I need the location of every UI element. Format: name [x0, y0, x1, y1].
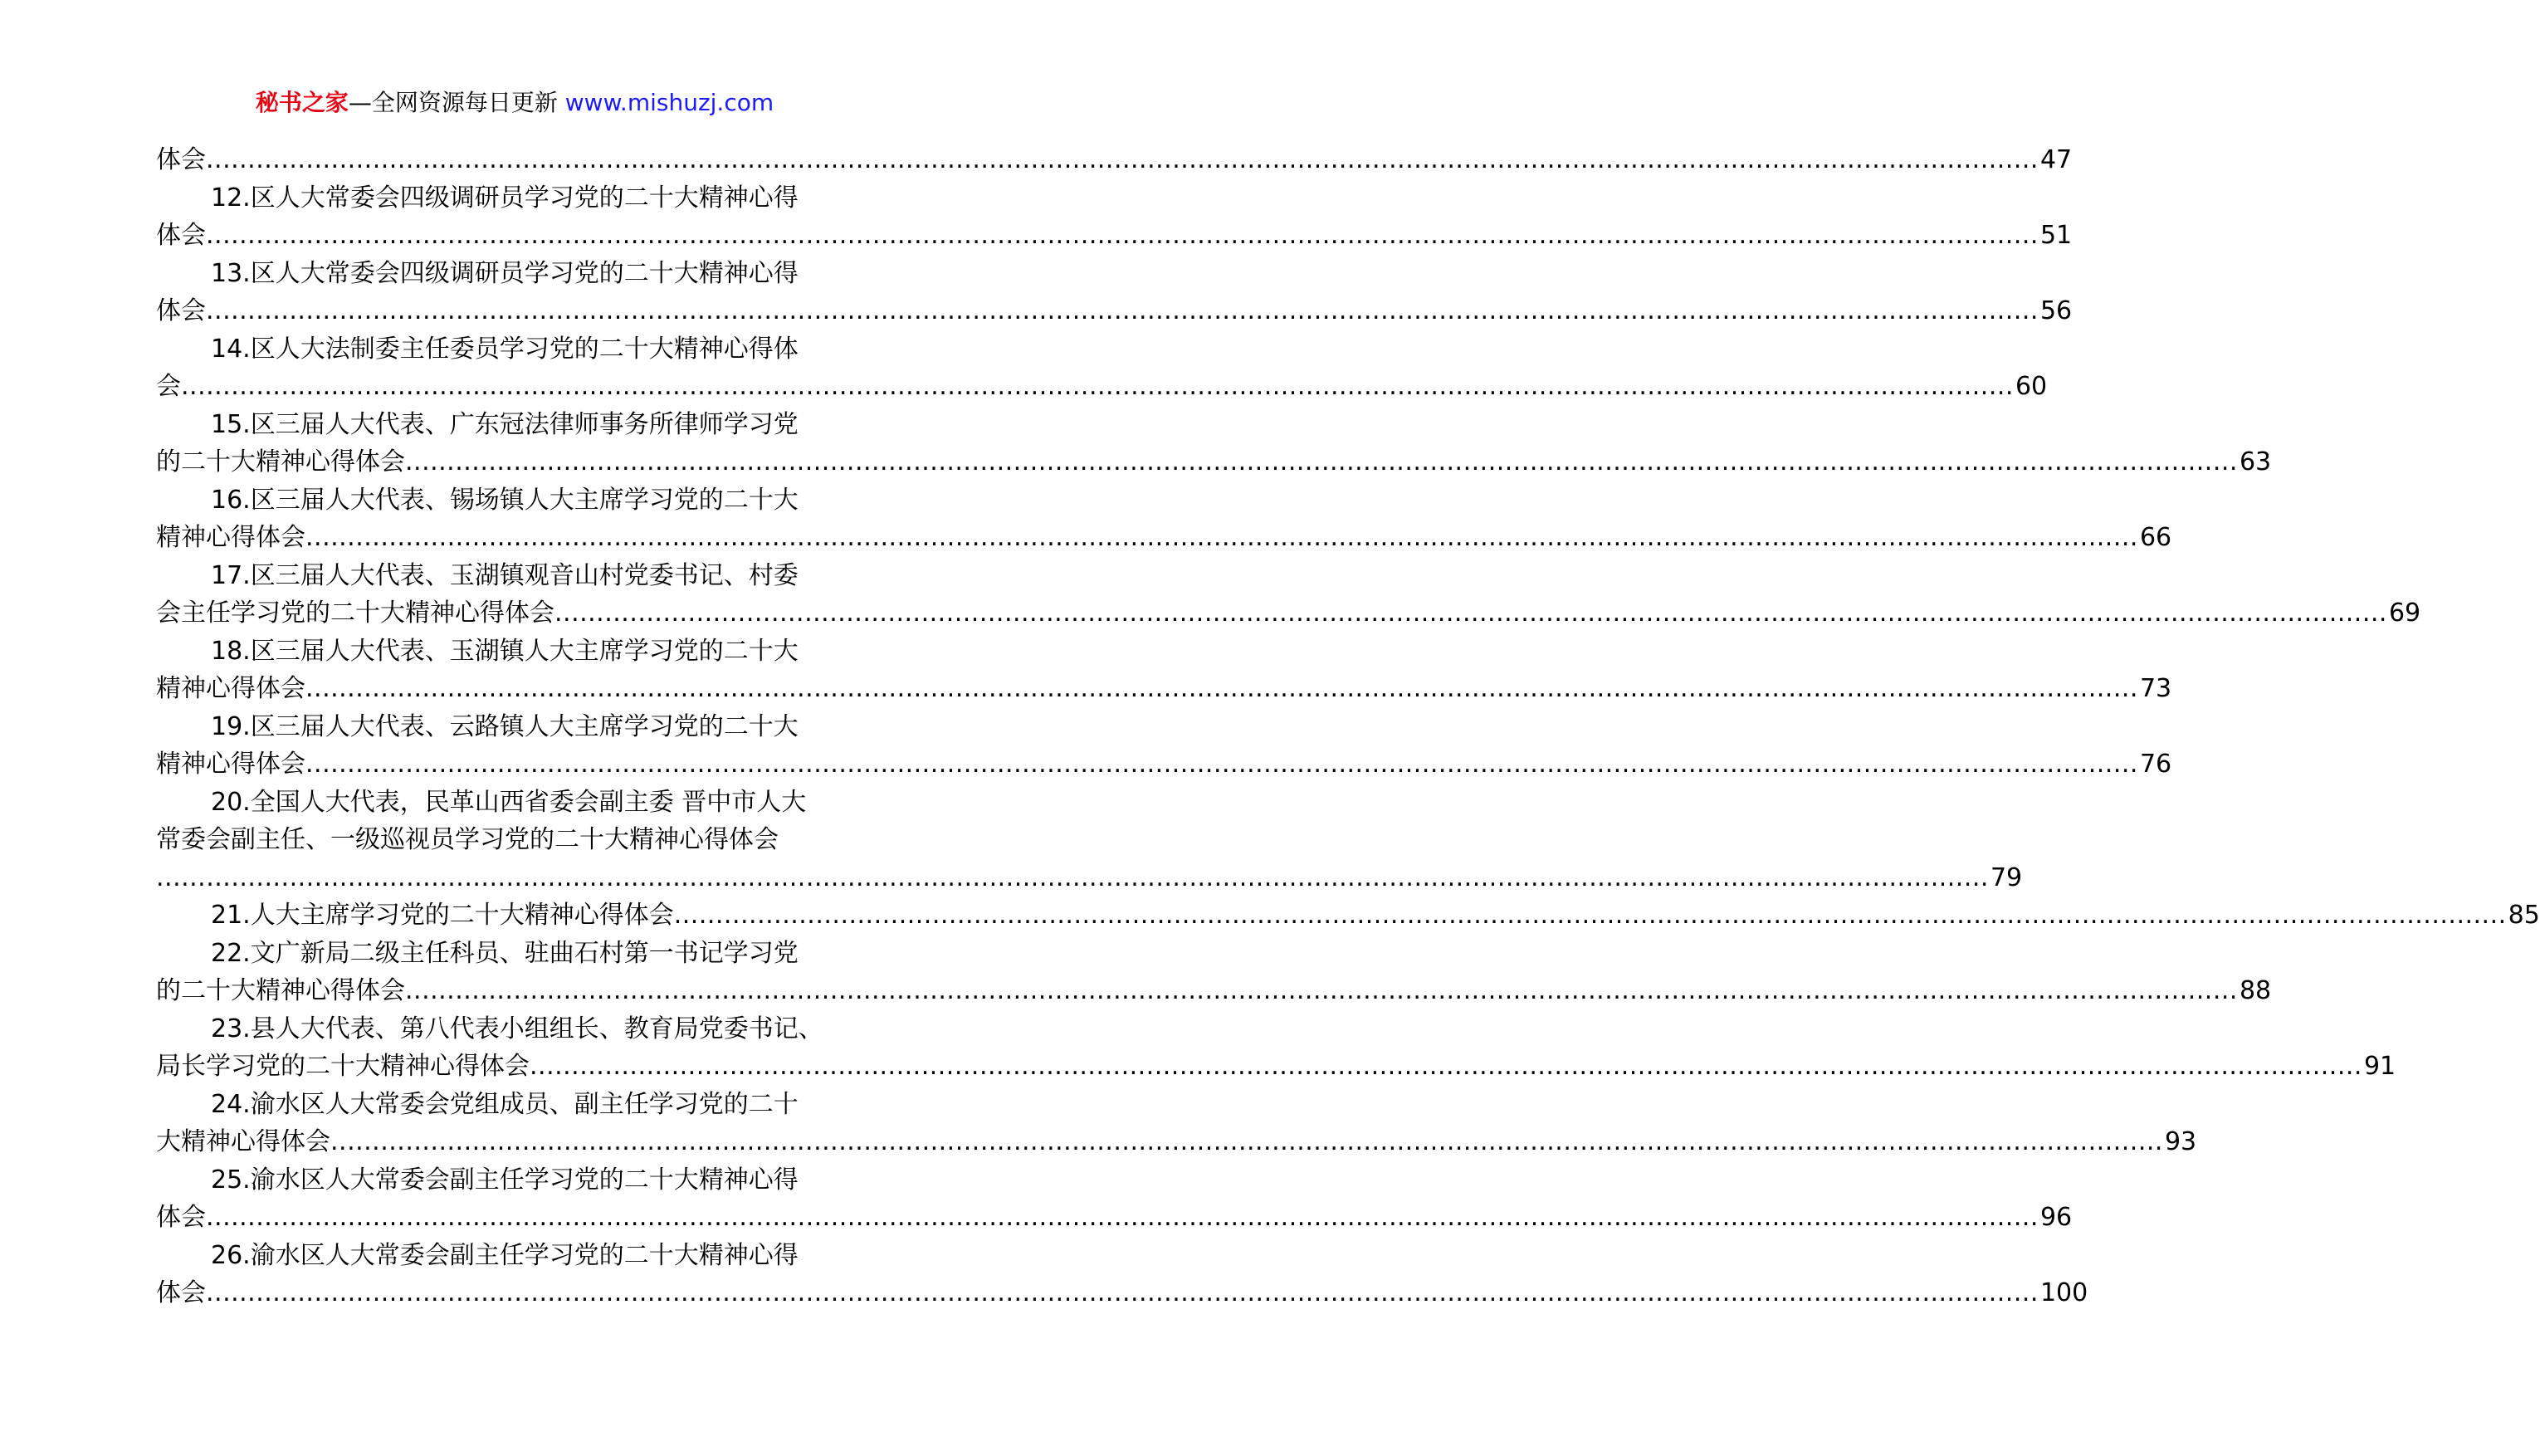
toc-entry-line[interactable] [156, 859, 2023, 897]
toc-entry-text: 26.渝水区人大常委会副主任学习党的二十大精神心得 [211, 1240, 799, 1270]
site-url-link[interactable]: www.mishuzj.com [564, 89, 774, 116]
toc-dot-leader: ............................................................................................................................................................................................................................ [305, 750, 2138, 779]
toc-entry-text: 21.人大主席学习党的二十大精神心得体会 [211, 901, 674, 930]
toc-dot-leader: ............................................................................................................................................................................................................................ [156, 862, 1989, 892]
toc-entry-line[interactable] [156, 935, 875, 973]
toc-dot-leader: ............................................................................................................................................................................................................................ [305, 523, 2138, 552]
toc-entry-text: 精神心得体会 [156, 750, 305, 779]
toc-entry-line[interactable] [156, 368, 2048, 406]
toc-page-number: 85 [2508, 901, 2540, 930]
toc-entry-text: 23.县人大代表、第八代表小组组长、教育局党委书记、 [211, 1014, 823, 1043]
toc-dot-leader: ............................................................................................................................................................................................................................ [405, 447, 2238, 476]
toc-entry-text: 20.全国人大代表，民革山西省委会副主委 晋中市人大 [211, 787, 807, 817]
toc-dot-leader: ............................................................................................................................................................................................................................ [206, 221, 2039, 250]
toc-entry-text: 精神心得体会 [156, 523, 305, 552]
toc-entry-text: 精神心得体会 [156, 674, 305, 703]
toc-entry-line[interactable] [156, 557, 875, 595]
toc-entry-line[interactable] [156, 821, 875, 859]
toc-page-number: 73 [2139, 674, 2172, 703]
toc-entry-text: 会 [156, 372, 181, 401]
toc-page-number: 56 [2039, 296, 2073, 325]
toc-entry-line[interactable] [156, 670, 2172, 708]
toc-dot-leader: ............................................................................................................................................................................................................................ [206, 296, 2039, 325]
toc-entry-line[interactable] [156, 217, 2073, 255]
toc-entry-line[interactable] [156, 1274, 2088, 1312]
toc-entry-line[interactable] [156, 1010, 875, 1048]
toc-entry-text: 局长学习党的二十大精神心得体会 [156, 1052, 530, 1081]
toc-dot-leader: ............................................................................................................................................................................................................................ [206, 1278, 2039, 1307]
toc-dot-leader: ............................................................................................................................................................................................................................ [305, 674, 2138, 703]
toc-dot-leader: ............................................................................................................................................................................................................................ [673, 901, 2507, 930]
toc-page-number: 47 [2039, 145, 2073, 174]
toc-entry-text: 25.渝水区人大常委会副主任学习党的二十大精神心得 [211, 1165, 799, 1195]
toc-entry-line[interactable] [156, 594, 2421, 633]
toc-page-number: 51 [2039, 221, 2073, 250]
toc-dot-leader: ............................................................................................................................................................................................................................ [206, 1203, 2039, 1232]
toc-entry-line[interactable] [156, 292, 2073, 330]
toc-entry-line[interactable] [156, 1086, 875, 1124]
toc-entry-text: 的二十大精神心得体会 [156, 447, 405, 476]
toc-entry-text: 体会 [156, 296, 206, 325]
toc-page-number: 96 [2039, 1203, 2073, 1232]
toc-entry-text: 大精神心得体会 [156, 1127, 330, 1156]
toc-dot-leader: ............................................................................................................................................................................................................................ [530, 1052, 2362, 1081]
toc-dot-leader: ............................................................................................................................................................................................................................ [181, 372, 2014, 401]
toc-page-number: 79 [1990, 862, 2023, 892]
toc-entry-line[interactable] [156, 1123, 2197, 1161]
toc-entry-line[interactable] [156, 443, 2272, 481]
toc-entry-text: 18.区三届人大代表、玉湖镇人大主席学习党的二十大 [211, 636, 799, 666]
toc-page-number: 63 [2239, 447, 2272, 476]
toc-entry-text: 12.区人大常委会四级调研员学习党的二十大精神心得 [211, 183, 799, 213]
page-header [0, 86, 1029, 120]
toc-page-number: 100 [2039, 1278, 2088, 1307]
toc-entry-line[interactable] [156, 708, 875, 746]
toc-entry-text: 14.区人大法制委主任委员学习党的二十大精神心得体 [211, 334, 799, 364]
site-tagline: —全网资源每日更新 [348, 89, 565, 116]
toc-entry-text: 24.渝水区人大常委会党组成员、副主任学习党的二十 [211, 1089, 799, 1119]
toc-entry-text: 15.区三届人大代表、广东冠法律师事务所律师学习党 [211, 409, 799, 439]
toc-entry-text: 22.文广新局二级主任科员、驻曲石村第一书记学习党 [211, 938, 799, 968]
toc-entry-text: 体会 [156, 1203, 206, 1232]
toc-dot-leader: ............................................................................................................................................................................................................................ [330, 1127, 2163, 1156]
toc-entry-text: 体会 [156, 1278, 206, 1307]
toc-entry-line[interactable] [156, 897, 2540, 935]
toc-entry-line[interactable] [156, 1161, 875, 1199]
toc-page-number: 69 [2388, 599, 2421, 628]
toc-entry-line[interactable] [156, 972, 2272, 1010]
toc-entry-line[interactable] [156, 481, 875, 520]
toc-entry-text: 13.区人大常委会四级调研员学习党的二十大精神心得 [211, 258, 799, 288]
toc-dot-leader: ............................................................................................................................................................................................................................ [554, 599, 2387, 628]
toc-entry-text: 19.区三届人大代表、云路镇人大主席学习党的二十大 [211, 711, 799, 741]
toc-entry-text: 常委会副主任、一级巡视员学习党的二十大精神心得体会 [156, 825, 779, 854]
toc-page-number: 60 [2015, 372, 2048, 401]
table-of-contents [156, 141, 2540, 1312]
toc-entry-line[interactable] [156, 406, 875, 444]
toc-entry-text: 体会 [156, 145, 206, 174]
toc-entry-text: 16.区三届人大代表、锡场镇人大主席学习党的二十大 [211, 485, 799, 515]
site-brand: 秘书之家 [255, 89, 349, 116]
toc-entry-text: 会主任学习党的二十大精神心得体会 [156, 599, 554, 628]
toc-entry-line[interactable] [156, 141, 2073, 179]
toc-entry-text: 的二十大精神心得体会 [156, 976, 405, 1005]
toc-entry-line[interactable] [156, 1199, 2073, 1237]
toc-entry-line[interactable] [156, 255, 875, 293]
toc-page-number: 76 [2139, 750, 2172, 779]
toc-entry-line[interactable] [156, 784, 875, 822]
toc-page-number: 66 [2139, 523, 2172, 552]
toc-entry-line[interactable] [156, 1237, 875, 1275]
toc-entry-line[interactable] [156, 633, 875, 671]
toc-entry-line[interactable] [156, 745, 2172, 784]
toc-entry-line[interactable] [156, 1048, 2396, 1086]
toc-entry-line[interactable] [156, 179, 875, 217]
toc-entry-text: 体会 [156, 221, 206, 250]
toc-entry-text: 17.区三届人大代表、玉湖镇观音山村党委书记、村委 [211, 560, 799, 590]
toc-page-number: 88 [2239, 976, 2272, 1005]
toc-dot-leader: ............................................................................................................................................................................................................................ [206, 145, 2039, 174]
toc-entry-line[interactable] [156, 330, 875, 369]
toc-page-number: 93 [2164, 1127, 2197, 1156]
toc-dot-leader: ............................................................................................................................................................................................................................ [405, 976, 2238, 1005]
toc-page-number: 91 [2363, 1052, 2396, 1081]
toc-entry-line[interactable] [156, 519, 2172, 557]
